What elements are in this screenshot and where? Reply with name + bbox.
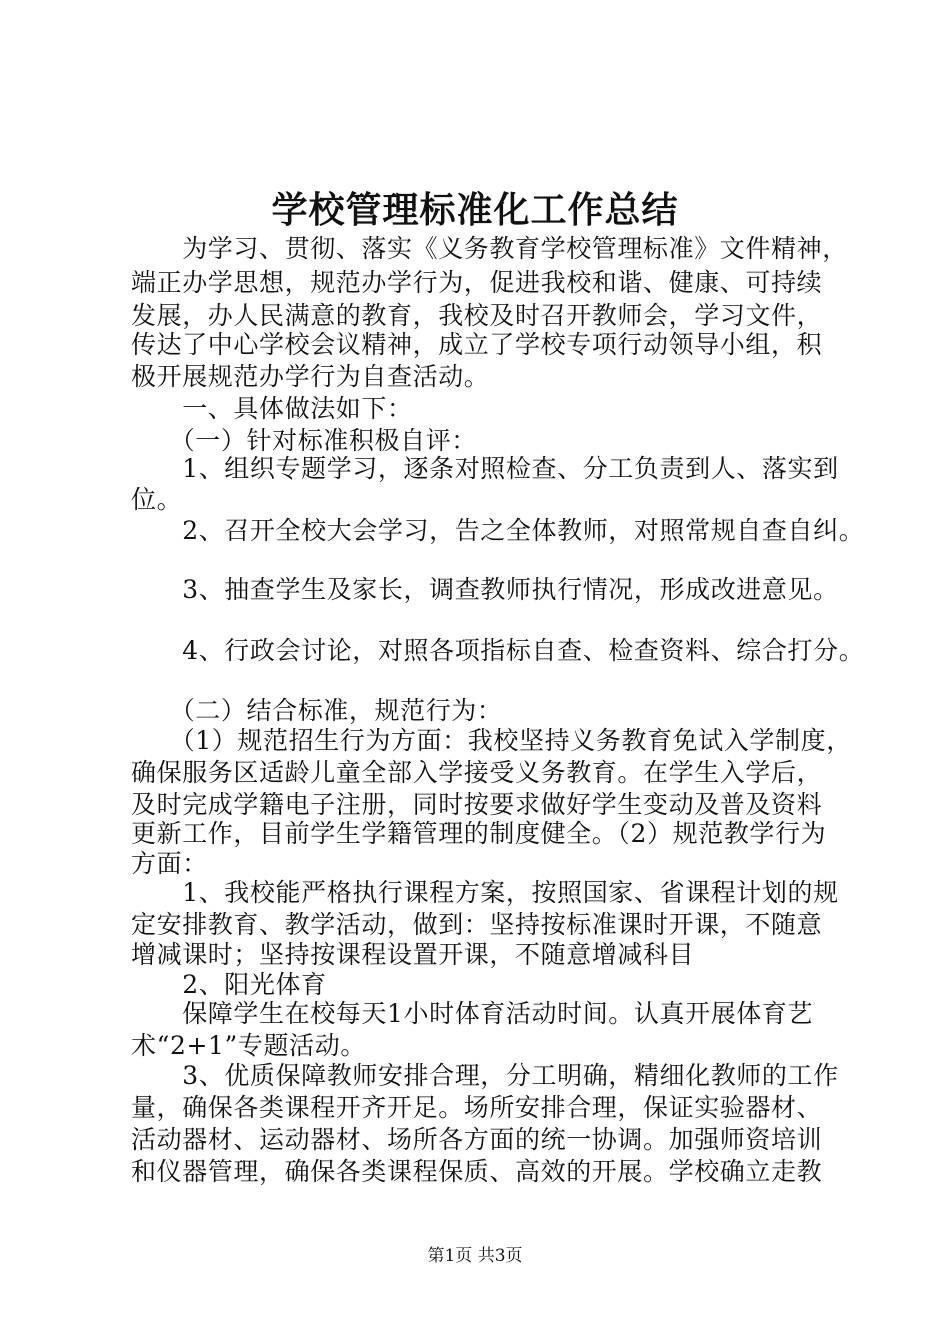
- document-title: 学校管理标准化工作总结: [271, 189, 679, 231]
- body-line: 3、优质保障教师安排合理，分工明确，精细化教师的工作: [131, 1061, 839, 1090]
- body-line: 端正办学思想，规范办学行为，促进我校和谐、健康、可持续: [131, 268, 823, 297]
- body-line: 量，确保各类课程开齐开足。场所安排合理，保证实验器材、: [131, 1093, 823, 1122]
- body-line: 4、行政会讨论，对照各项指标自查、检查资料、综合打分。: [131, 636, 865, 665]
- body-line: 及时完成学籍电子注册，同时按要求做好学生变动及普及资料: [131, 790, 823, 819]
- body-line: 方面：: [131, 849, 208, 878]
- body-line: 和仪器管理，确保各类课程保质、高效的开展。学校确立走教: [131, 1157, 823, 1186]
- subsection-heading: （一）针对标准积极自评：: [131, 426, 477, 455]
- body-line: 术“2+1”专题活动。: [131, 1031, 366, 1060]
- body-line: 保障学生在校每天1小时体育活动时间。认真开展体育艺: [131, 999, 814, 1028]
- body-line: 确保服务区适龄儿童全部入学接受义务教育。在学生入学后，: [131, 758, 823, 787]
- body-line: 2、召开全校大会学习，告之全体教师，对照常规自查自纠。: [131, 516, 865, 545]
- body-line: 极开展规范办学行为自查活动。: [131, 362, 490, 391]
- body-line: 3、抽查学生及家长，调查教师执行情况，形成改进意见。: [131, 575, 839, 604]
- body-line: 2、阳光体育: [131, 970, 327, 999]
- page-number-footer: 第1页 共3页: [427, 1246, 523, 1266]
- section-heading: 一、具体做法如下：: [131, 394, 413, 423]
- body-line: 为学习、贯彻、落实《义务教育学校管理标准》文件精神，: [131, 234, 848, 263]
- body-line: 增减课时；坚持按课程设置开课，不随意增减科目: [131, 940, 695, 969]
- body-line: 定安排教育、教学活动，做到：坚持按标准课时开课，不随意: [131, 910, 823, 939]
- body-line: 活动器材、运动器材、场所各方面的统一协调。加强师资培训: [131, 1125, 823, 1154]
- body-line: 位。: [131, 485, 183, 514]
- body-line: 1、组织专题学习，逐条对照检查、分工负责到人、落实到: [131, 454, 839, 483]
- body-line: 1、我校能严格执行课程方案，按照国家、省课程计划的规: [131, 878, 839, 907]
- body-line: 更新工作，目前学生学籍管理的制度健全。（2）规范教学行为: [131, 819, 827, 848]
- body-line: 传达了中心学校会议精神，成立了学校专项行动领导小组，积: [131, 330, 823, 359]
- body-line: 发展，办人民满意的教育，我校及时召开教师会，学习文件，: [131, 301, 823, 330]
- body-line: （1）规范招生行为方面：我校坚持义务教育免试入学制度，: [131, 726, 852, 755]
- subsection-heading: （二）结合标准，规范行为：: [131, 696, 503, 725]
